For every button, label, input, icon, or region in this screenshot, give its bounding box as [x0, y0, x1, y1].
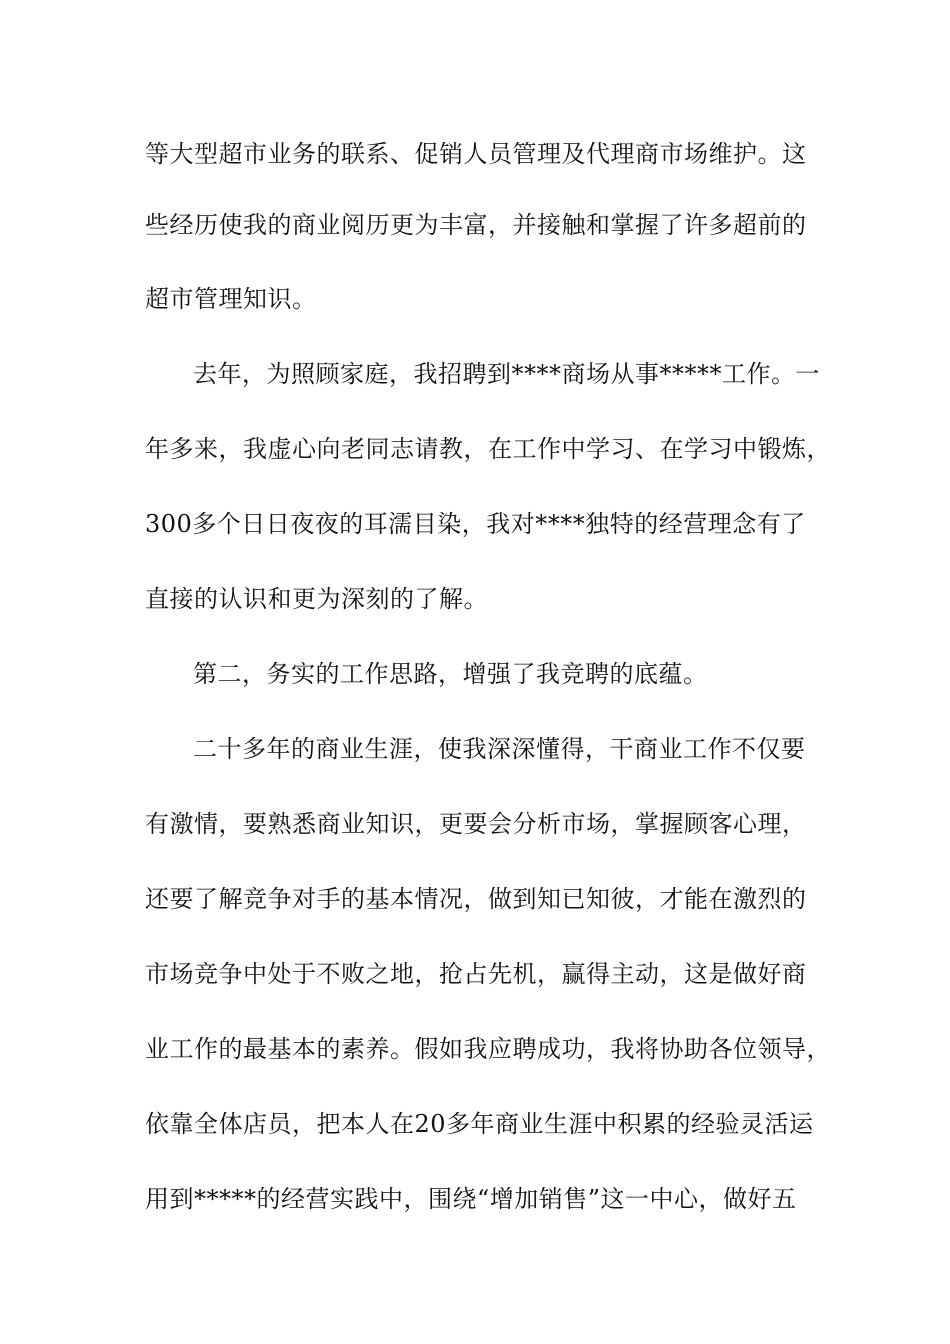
text-line: 还要了解竞争对手的基本情况，做到知已知彼，才能在激烈的 — [145, 885, 807, 913]
text-line: 等大型超市业务的联系、促销人员管理及代理商市场维护。这 — [145, 140, 807, 168]
text-line: 超市管理知识。 — [145, 285, 317, 313]
text-line: 市场竞争中处于不败之地，抢占先机，赢得主动，这是做好商 — [145, 960, 807, 988]
text-line: 年多来，我虚心向老同志请教，在工作中学习、在学习中锻炼， — [145, 435, 831, 463]
text-line: 用到*****的经营实践中，围绕“增加销售”这一中心，做好五 — [145, 1185, 797, 1213]
text-line: 业工作的最基本的素养。假如我应聘成功，我将协助各位领导， — [145, 1035, 831, 1063]
text-line: 300多个日日夜夜的耳濡目染，我对****独特的经营理念有了 — [145, 510, 806, 538]
text-line: 有激情，要熟悉商业知识，更要会分析市场，掌握顾客心理， — [145, 810, 807, 838]
text-line: 直接的认识和更为深刻的了解。 — [145, 585, 488, 613]
paragraph-start-line: 去年，为照顾家庭，我招聘到****商场从事*****工作。一 — [193, 360, 820, 388]
text-line: 依靠全体店员，把本人在20多年商业生涯中积累的经验灵活运 — [145, 1110, 814, 1138]
paragraph-start-line: 二十多年的商业生涯，使我深深懂得，干商业工作不仅要 — [193, 735, 806, 763]
section-heading-line: 第二，务实的工作思路，增强了我竞聘的底蕴。 — [193, 660, 708, 688]
text-line: 些经历使我的商业阅历更为丰富，并接触和掌握了许多超前的 — [145, 211, 807, 239]
